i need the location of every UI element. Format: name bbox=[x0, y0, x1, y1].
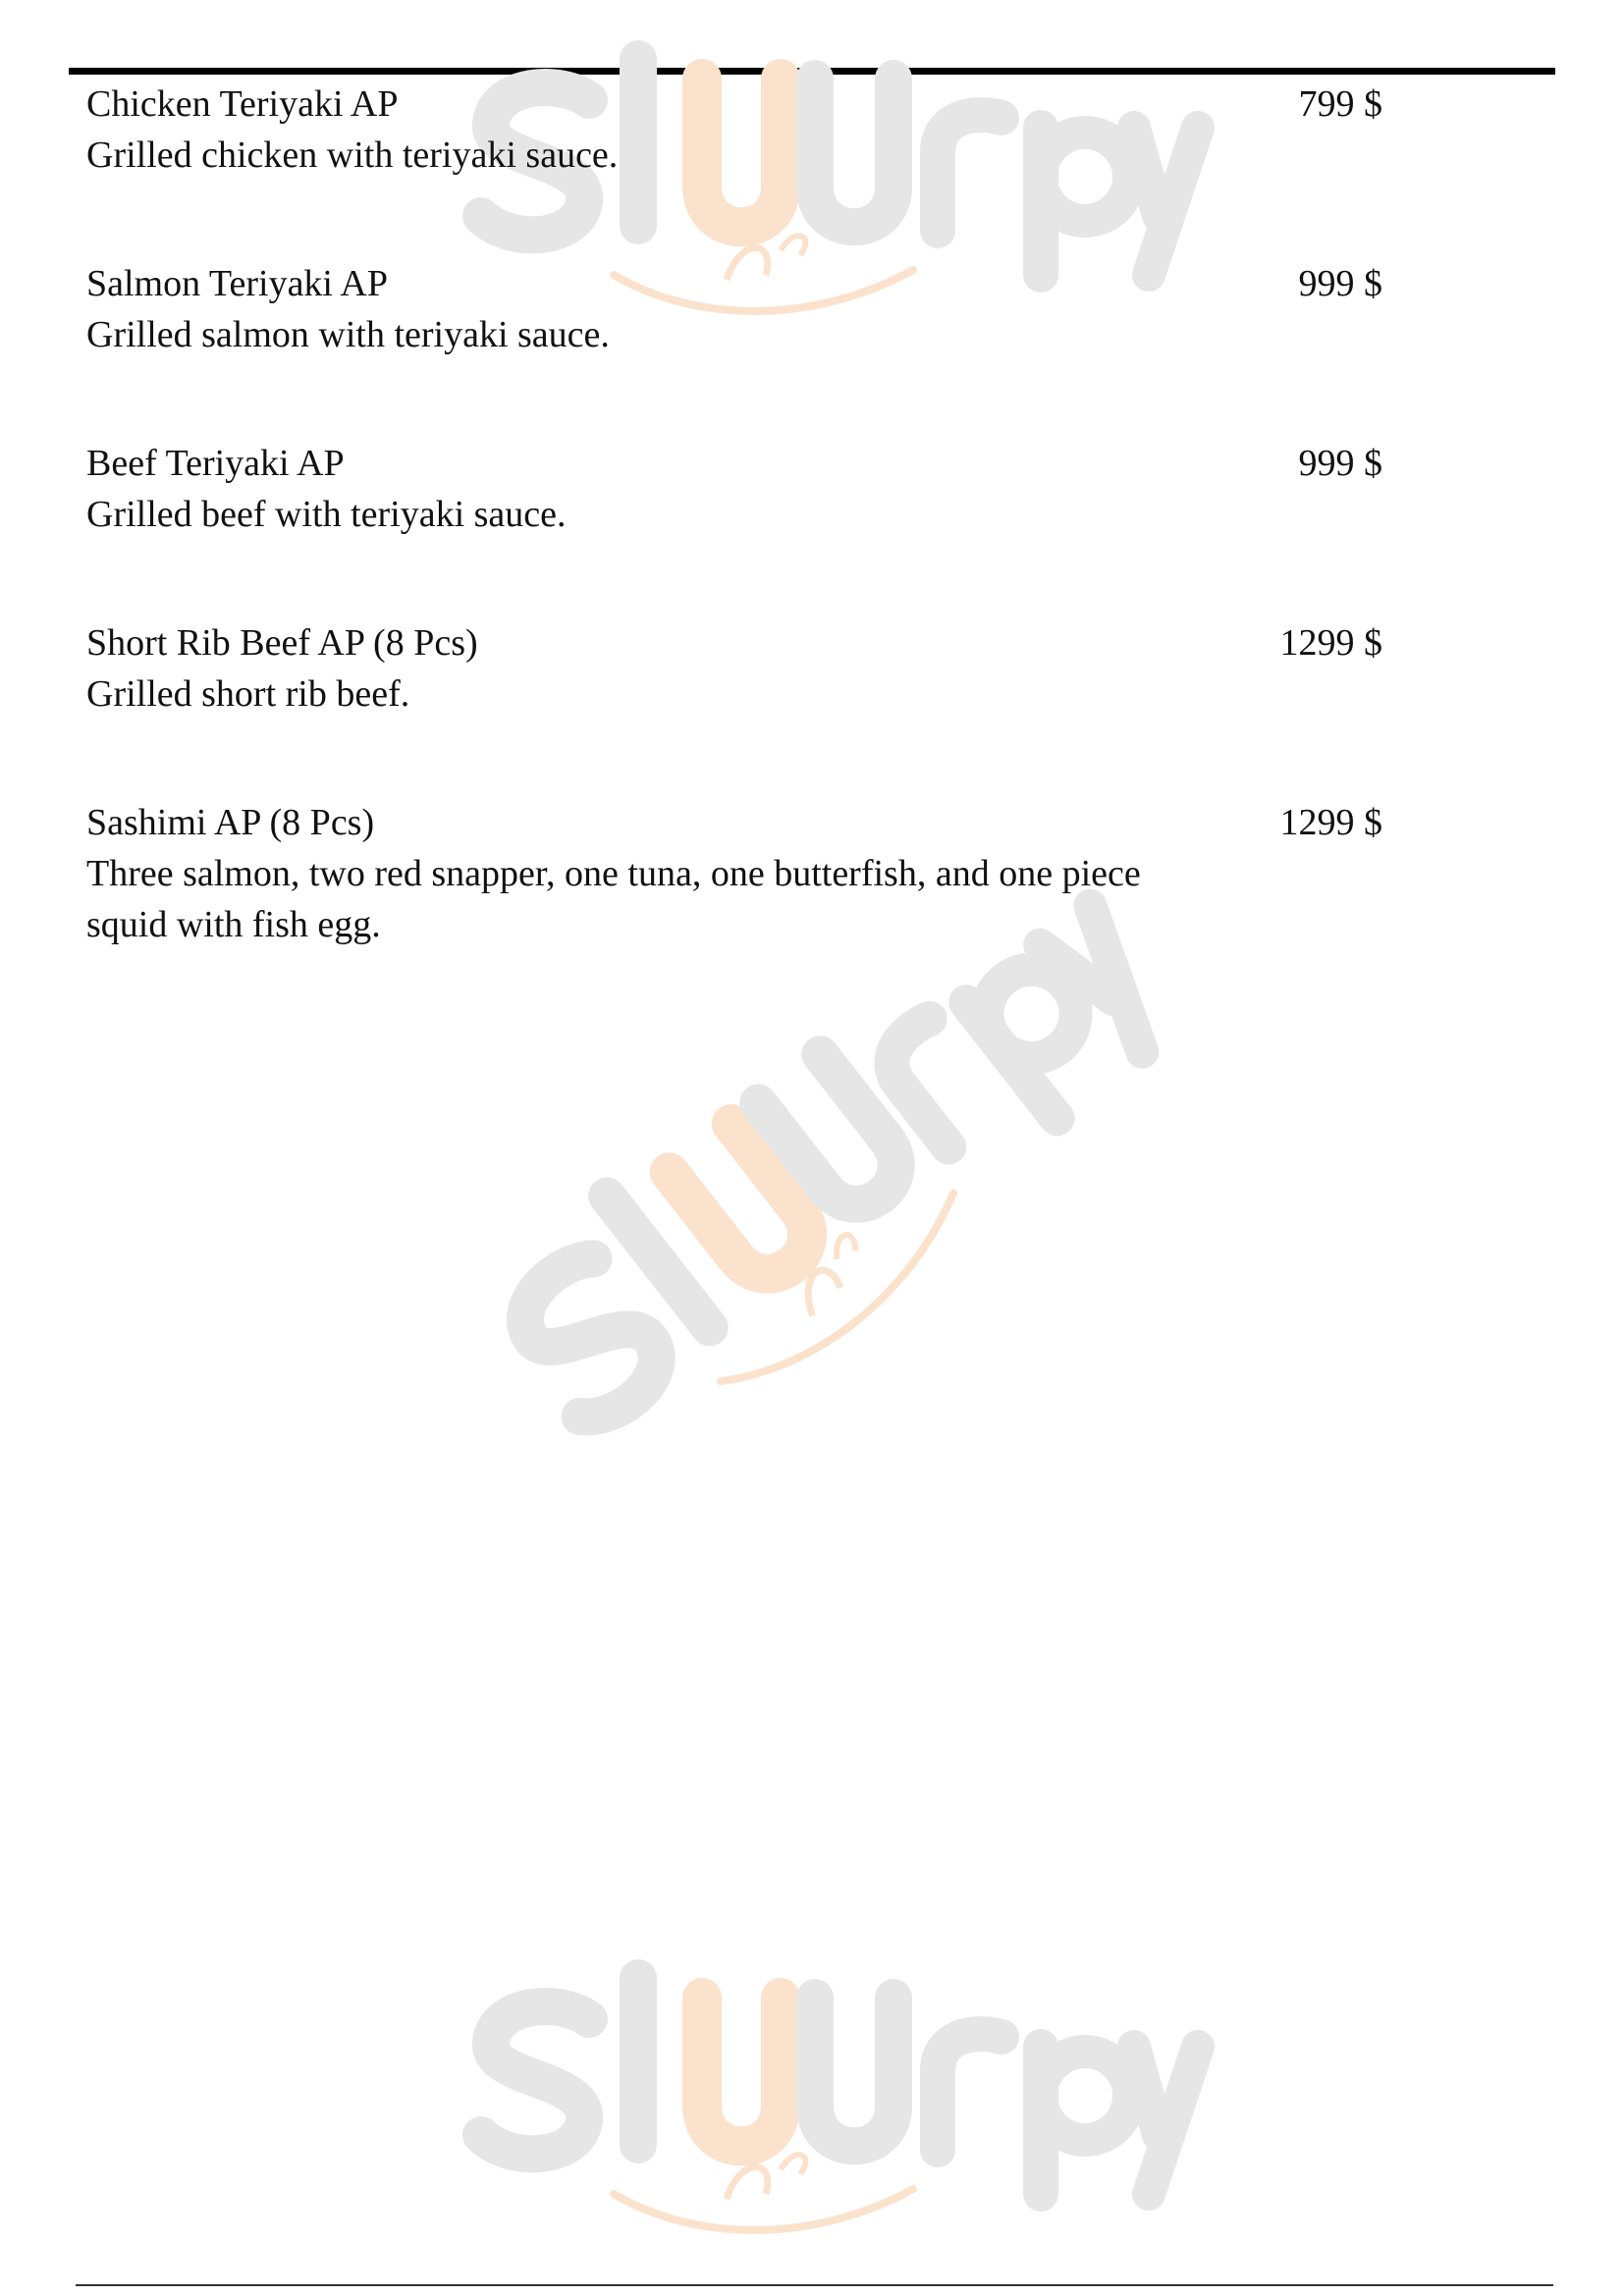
menu-item-description: Three salmon, two red snapper, one tuna, one butterfish, and one piece squid with fish egg. bbox=[86, 853, 1141, 945]
menu-item-name: Salmon Teriyaki AP bbox=[86, 263, 388, 304]
menu-item bbox=[86, 79, 1382, 181]
menu-item-description: Grilled salmon with teriyaki sauce. bbox=[86, 314, 610, 355]
bottom-divider bbox=[76, 2284, 1553, 2286]
menu-item-description: Grilled short rib beef. bbox=[86, 673, 410, 715]
sluurpy-watermark-logo bbox=[403, 1958, 1227, 2253]
menu-item bbox=[86, 438, 1382, 540]
menu-item-description: Grilled beef with teriyaki sauce. bbox=[86, 494, 567, 535]
menu-item-price: 999 $ bbox=[1298, 263, 1382, 304]
top-divider bbox=[69, 68, 1555, 75]
menu-item-price: 1299 $ bbox=[1279, 622, 1382, 664]
menu-item bbox=[86, 797, 1382, 950]
menu-item-name: Beef Teriyaki AP bbox=[86, 443, 345, 484]
menu-item-name: Chicken Teriyaki AP bbox=[86, 83, 399, 125]
menu-item bbox=[86, 617, 1382, 720]
menu-item-name: Sashimi AP (8 Pcs) bbox=[86, 802, 375, 843]
menu-item bbox=[86, 258, 1382, 360]
menu-item-price: 999 $ bbox=[1298, 443, 1382, 484]
menu-item-name: Short Rib Beef AP (8 Pcs) bbox=[86, 622, 478, 664]
menu-item-price: 1299 $ bbox=[1279, 802, 1382, 843]
menu-item-price: 799 $ bbox=[1298, 83, 1382, 125]
menu-item-description: Grilled chicken with teriyaki sauce. bbox=[86, 134, 619, 176]
